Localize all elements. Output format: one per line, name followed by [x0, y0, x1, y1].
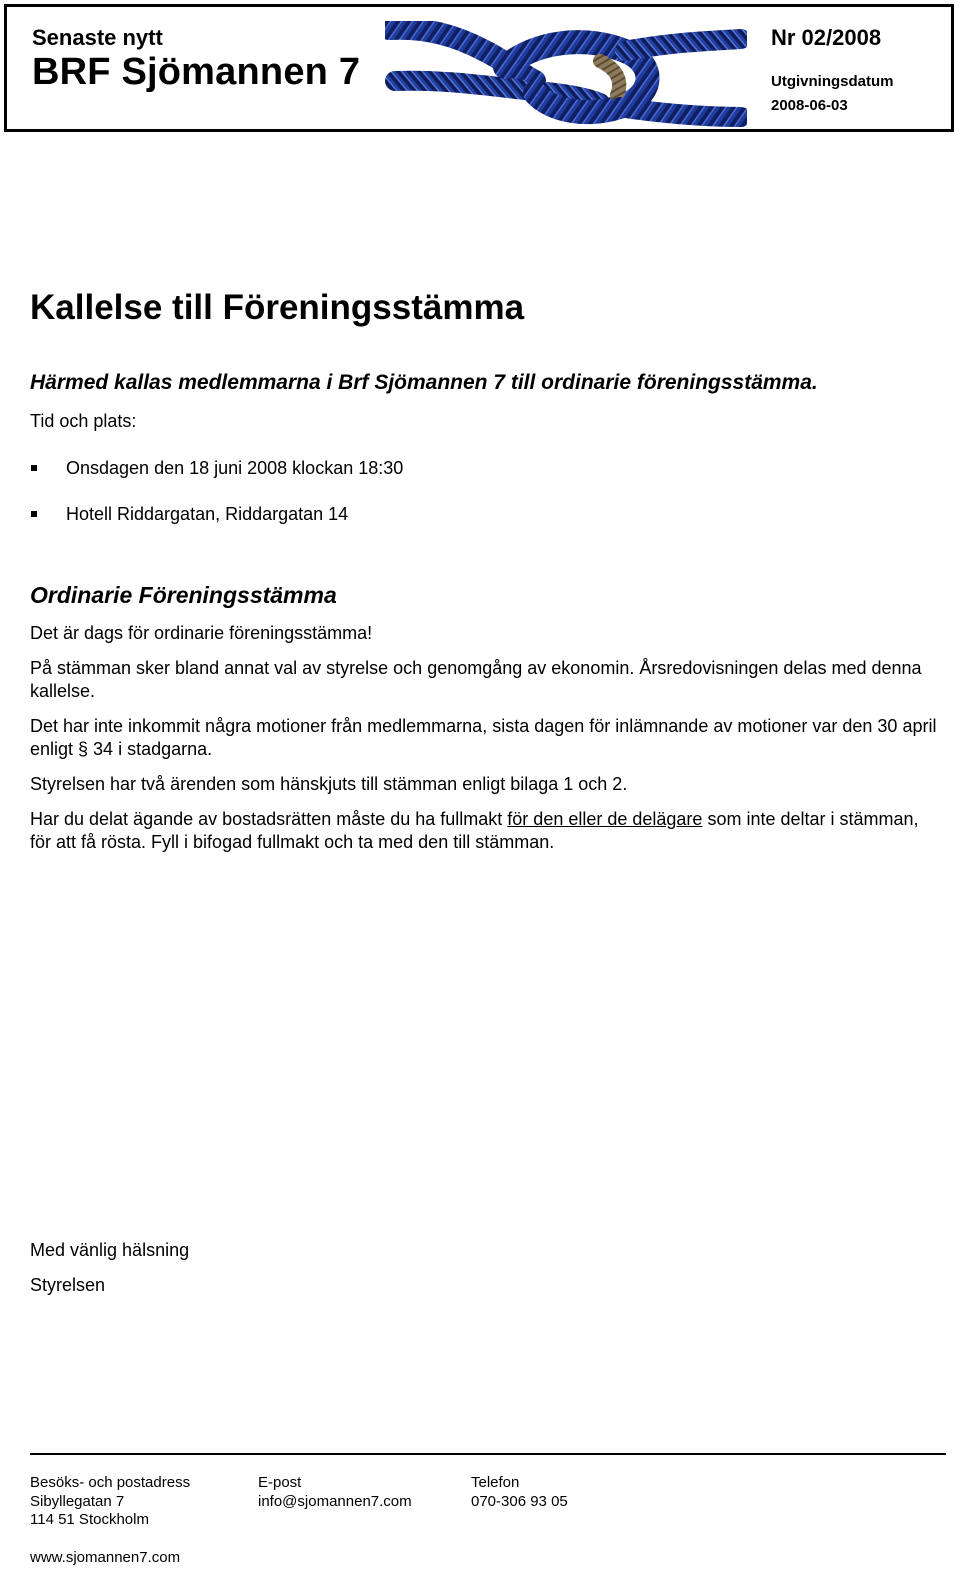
address-label: Besöks- och postadress [30, 1474, 191, 1491]
email-value: info@sjomannen7.com [258, 1492, 412, 1510]
newsletter-header [4, 4, 954, 132]
list-item [30, 502, 403, 548]
bullet-square-icon [31, 465, 37, 471]
website-text: www.sjomannen7.com [30, 1549, 181, 1566]
paragraph-agenda: På stämman sker bland annat val av styrelse och genomgång av ekonomin. Årsredovisningen delas med denna kallelse. [30, 658, 922, 701]
proxy-text-start: Har du delat ägande av bostadsrätten måste du ha fullmakt [30, 809, 508, 829]
intro-text: Härmed kallas medlemmarna i Brf Sjömannen 7 till ordinarie föreningsstämma. [30, 371, 818, 394]
paragraph-announcement: Det är dags för ordinarie föreningsstämma! [30, 623, 373, 643]
paragraph-board-matters: Styrelsen har två ärenden som hänskjuts till stämman enligt bilaga 1 och 2. [30, 774, 628, 794]
section-heading: Ordinarie Föreningsstämma [30, 582, 337, 608]
address-street: Sibyllegatan 7 [30, 1492, 125, 1510]
time-place-label: Tid och plats: [30, 411, 137, 431]
closing-greeting: Med vänlig hälsning [30, 1240, 190, 1260]
footer-address [30, 1474, 190, 1530]
page-title: Kallelse till Föreningsstämma [30, 288, 525, 327]
footer-email [258, 1474, 412, 1511]
bullet-square-icon [31, 511, 37, 517]
paragraph-motions: Det har inte inkommit några motioner från medlemmarna, sista dagen för inlämnande av motioner var den 30 april enligt § 34 i stadgarna. [30, 716, 937, 759]
paragraph-proxy [30, 808, 940, 854]
meeting-venue-text: Hotell Riddargatan, Riddargatan 14 [66, 504, 349, 524]
association-title: BRF Sjömannen 7 [32, 51, 361, 93]
phone-label: Telefon [471, 1474, 520, 1491]
header-kicker: Senaste nytt [32, 25, 163, 50]
time-place-list [30, 456, 403, 548]
phone-value: 070-306 93 05 [471, 1492, 568, 1510]
issue-number: Nr 02/2008 [771, 25, 882, 50]
email-label: E-post [258, 1474, 302, 1491]
signature: Styrelsen [30, 1275, 106, 1295]
rope-knot-image [385, 21, 747, 127]
meeting-date-text: Onsdagen den 18 juni 2008 klockan 18:30 [66, 458, 404, 478]
proxy-text-end: som inte deltar i stämman, för att få rösta. Fyll i bifogad fullmakt och ta med den till stämman. [30, 809, 919, 852]
proxy-underlined-text: för den eller de delägare [507, 809, 703, 829]
footer-phone [471, 1474, 568, 1511]
publication-date-label: Utgivningsdatum [771, 73, 894, 90]
footer-divider [30, 1453, 946, 1455]
address-city: 114 51 Stockholm [30, 1511, 149, 1528]
list-item [30, 456, 403, 502]
publication-date: 2008-06-03 [771, 97, 848, 114]
